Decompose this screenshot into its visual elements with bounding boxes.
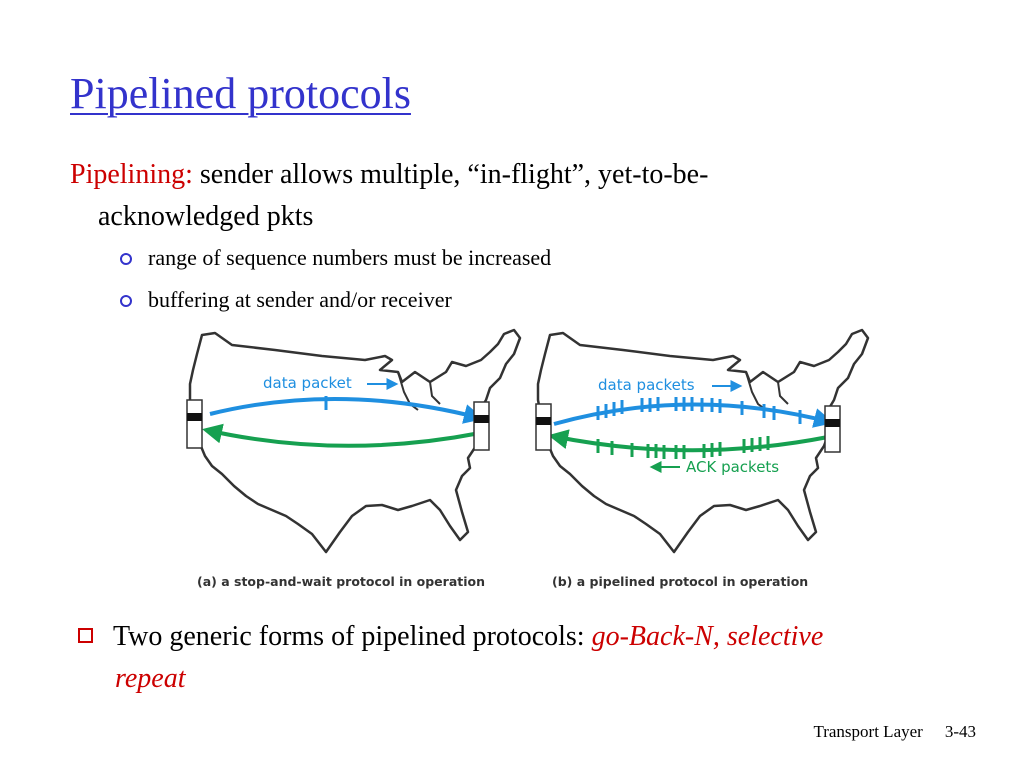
sender-host-a	[187, 400, 202, 448]
us-map-outline-a	[190, 330, 520, 552]
bullet-square-icon	[78, 628, 93, 643]
data-packets-label: data packets	[598, 376, 695, 394]
point-line2: acknowledged pkts	[98, 201, 314, 232]
subpoint-text: range of sequence numbers must be increased	[148, 245, 552, 270]
ack-arc-b	[552, 436, 828, 450]
ack-packets-label: ACK packets	[686, 458, 780, 476]
slide-footer	[791, 722, 976, 742]
bottom-emphasis-1: go-Back-N, selective	[591, 621, 824, 652]
point-line1: sender allows multiple, “in-flight”, yet-to-be-	[199, 159, 709, 190]
receiver-host-b	[825, 406, 840, 452]
footer-section: Transport Layer	[813, 722, 923, 741]
ack-arc-a	[206, 430, 480, 446]
great-lakes-b	[746, 372, 788, 410]
sender-host-b	[536, 404, 551, 450]
panel-a	[187, 330, 520, 589]
receiver-host-a	[474, 402, 489, 450]
point-lead: Pipelining:	[70, 159, 193, 190]
caption-a: (a) a stop-and-wait protocol in operation	[197, 574, 485, 589]
data-arc-a	[210, 399, 480, 418]
slide-title: Pipelined protocols	[70, 69, 411, 118]
caption-b: (b) a pipelined protocol in operation	[552, 574, 809, 589]
bottom-point	[78, 616, 998, 700]
data-packet-label: data packet	[263, 374, 352, 392]
panel-b	[536, 330, 868, 589]
bottom-emphasis-2: repeat	[115, 663, 186, 694]
bottom-text: Two generic forms of pipelined protocols:	[113, 621, 585, 652]
page-number: 3-43	[944, 722, 976, 741]
subpoint-text: buffering at sender and/or receiver	[148, 287, 452, 312]
